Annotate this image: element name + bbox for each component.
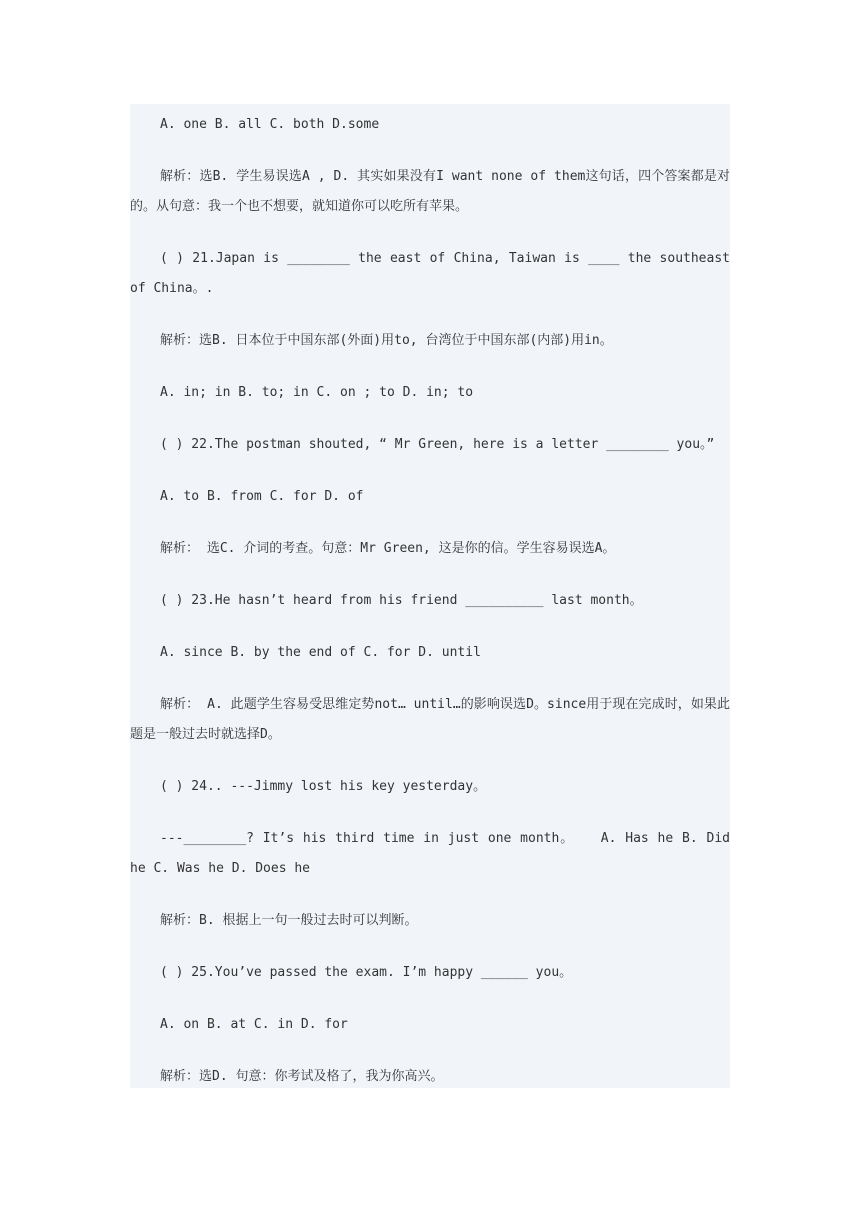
explanation: 解析： A. 此题学生容易受思维定势not… until…的影响误选D。since用于现在完成时，如果此题是一般过去时就选择D。 bbox=[130, 697, 730, 742]
answer-options: A. since B. by the end of C. for D. until bbox=[160, 645, 481, 660]
question-22: ( ) 22.The postman shouted, “ Mr Green, here is a letter ________ you。” bbox=[160, 437, 715, 452]
document-content bbox=[130, 104, 738, 1088]
explanation: 解析：选B. 日本位于中国东部(外面)用to, 台湾位于中国东部(内部)用in。 bbox=[160, 333, 613, 348]
answer-options: A. on B. at C. in D. for bbox=[160, 1017, 348, 1032]
explanation: 解析： 选C. 介词的考查。句意：Mr Green, 这是你的信。学生容易误选A。 bbox=[160, 541, 616, 556]
question-24: ( ) 24.. ---Jimmy lost his key yesterday。 bbox=[160, 779, 487, 794]
question-24-answer-line: ---________? It’s his third time in just one month。 A. Has he B. Did he C. Was he D. Does he bbox=[130, 831, 738, 876]
explanation: 解析：B. 根据上一句一般过去时可以判断。 bbox=[160, 913, 418, 928]
question-25: ( ) 25.You’ve passed the exam. I’m happy ______ you。 bbox=[160, 965, 573, 980]
explanation: 解析：选D. 句意：你考试及格了，我为你高兴。 bbox=[160, 1069, 444, 1084]
question-23: ( ) 23.He hasn’t heard from his friend __________ last month。 bbox=[160, 593, 643, 608]
answer-options: A. one B. all C. both D.some bbox=[160, 117, 380, 132]
question-21: ( ) 21.Japan is ________ the east of China, Taiwan is ____ the southeast of China。. bbox=[130, 251, 738, 296]
explanation: 解析：选B. 学生易误选A , D. 其实如果没有I want none of them这句话，四个答案都是对的。从句意：我一个也不想要，就知道你可以吃所有苹果。 bbox=[130, 169, 730, 214]
answer-options: A. to B. from C. for D. of bbox=[160, 489, 364, 504]
answer-options: A. in; in B. to; in C. on ; to D. in; to bbox=[160, 385, 474, 400]
